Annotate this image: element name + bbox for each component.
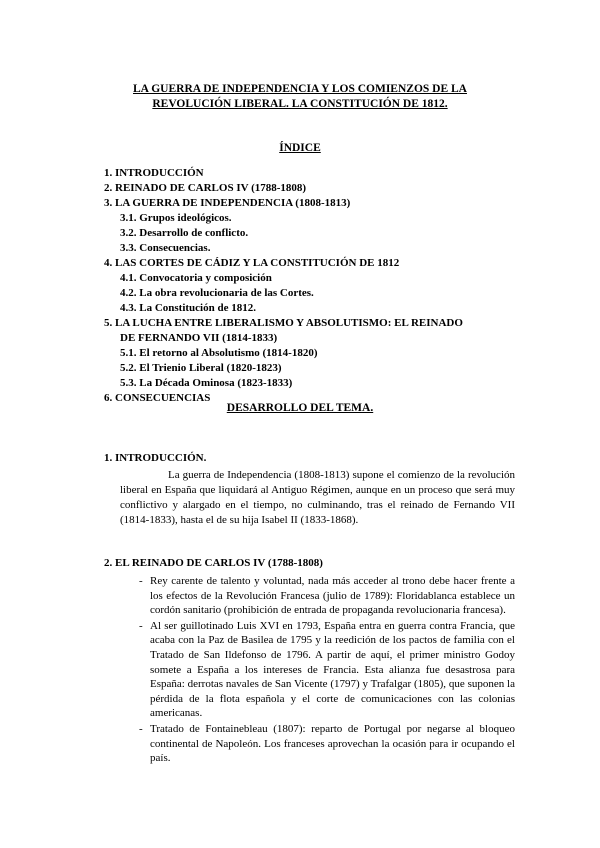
development-heading: DESARROLLO DEL TEMA. [226,402,374,414]
list-item-text: Rey carente de talento y voluntad, nada más acceder al trono debe hacer frente a los efectos de la Revolución Francesa (julio de 1789): Floridablanca establece un cordón sanitario (prohibición de entrada de propaganda revolucionaria francesa). [150,575,515,617]
toc-subitem: 3.3. Consecuencias. [120,242,211,254]
toc-item: 2. REINADO DE CARLOS IV (1788-1808) [104,182,307,194]
toc-subitem: 4.1. Convocatoria y composición [120,272,272,284]
section-1-paragraph: La guerra de Independencia (1808-1813) supone el comienzo de la revolución liberal en España que liquidará al Antiguo Régimen, aunque en un proceso que será muy conflictivo y alargado en el tiempo, no culminando, tras el reinado de Fernando VII (1814-1833), hasta el de su hija Isabel II (1833-1868). [120,469,515,526]
toc-subitem: 5.3. La Década Ominosa (1823-1833) [120,377,293,389]
section-1-heading: 1. INTRODUCCIÓN. [104,452,207,464]
list-item [139,722,515,766]
index-heading: ÍNDICE [279,142,321,154]
bullet-marker: - [139,575,143,587]
toc-subitem: 3.2. Desarrollo de conflicto. [120,227,249,239]
toc-item: 6. CONSECUENCIAS [104,392,211,404]
list-item [139,574,515,618]
list-item-text: Al ser guillotinado Luis XVI en 1793, España entra en guerra contra Francia, que acaba con la Paz de Basilea de 1795 y la reedición de los pactos de familia con el Tratado de San Ildefonso de 1796. A partir de aquí, el primer ministro Godoy somete a España a los intereses de Francia. Esta alianza fue desastrosa para España: derrotas navales de San Vicente (1797) y Trafalgar (1805), que suponen la pérdida de la flota española y el corte de comunicaciones con las colonias americanas. [150,619,515,720]
toc-subitem: 5.2. El Trienio Liberal (1820-1823) [120,362,282,374]
title-line-1: LA GUERRA DE INDEPENDENCIA Y LOS COMIENZOS DE LA [133,83,467,95]
section-2-heading: 2. EL REINADO DE CARLOS IV (1788-1808) [104,557,323,569]
toc-subitem: 3.1. Grupos ideológicos. [120,212,232,224]
bullet-marker: - [139,619,143,632]
toc-subitem: 5.1. El retorno al Absolutismo (1814-1820) [120,347,318,359]
list-item-text: Tratado de Fontainebleau (1807): reparto de Portugal por negarse al bloqueo continental de Napoleón. Los franceses aprovechan la ocasión para ir ocupando el país. [150,722,515,765]
toc-item: 5. LA LUCHA ENTRE LIBERALISMO Y ABSOLUTISMO: EL REINADO [104,317,463,329]
toc-subitem: 4.3. La Constitución de 1812. [120,302,256,314]
list-item [139,619,515,721]
table-of-contents [104,166,463,406]
toc-item-continuation: DE FERNANDO VII (1814-1833) [120,332,278,344]
section-2-bullet-list [139,574,515,767]
toc-item: 3. LA GUERRA DE INDEPENDENCIA (1808-1813) [104,197,351,209]
toc-item: 1. INTRODUCCIÓN [104,167,204,179]
bullet-marker: - [139,722,143,735]
toc-subitem: 4.2. La obra revolucionaria de las Cortes. [120,287,314,299]
document-title [100,82,500,112]
toc-item: 4. LAS CORTES DE CÁDIZ Y LA CONSTITUCIÓN DE 1812 [104,257,400,269]
title-line-2: REVOLUCIÓN LIBERAL. LA CONSTITUCIÓN DE 1812. [152,98,448,110]
